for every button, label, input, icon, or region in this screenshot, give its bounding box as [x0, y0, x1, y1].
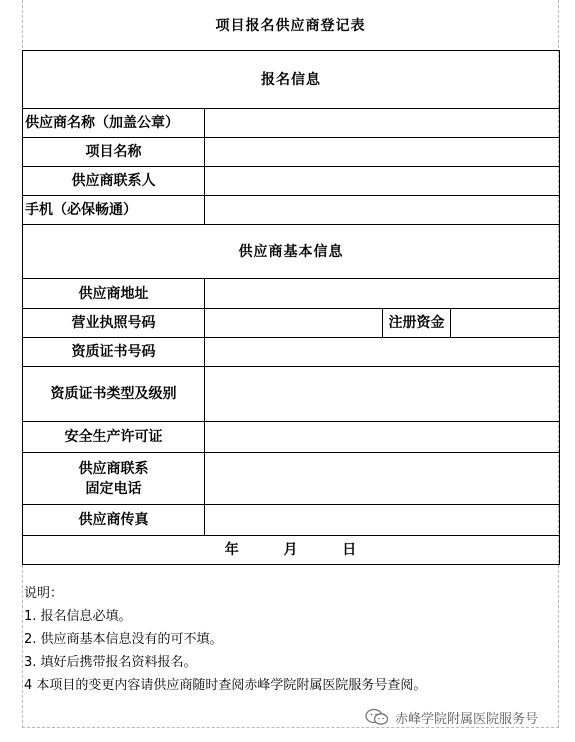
section-row — [23, 51, 560, 109]
table-row — [23, 367, 560, 422]
notes-item: 3. 填好后携带报名资料报名。 — [24, 655, 197, 670]
notes-section — [24, 582, 554, 697]
section-title-registration: 报名信息 — [23, 51, 560, 109]
fax-label: 供应商传真 — [23, 505, 205, 536]
mobile-field[interactable] — [205, 196, 560, 225]
section-title-basic-info: 供应商基本信息 — [23, 225, 560, 279]
table-row — [23, 505, 560, 536]
landline-field[interactable] — [205, 453, 560, 505]
landline-label — [23, 453, 205, 505]
fax-field[interactable] — [205, 505, 560, 536]
form-title: 项目报名供应商登记表 — [215, 18, 366, 34]
contact-person-field[interactable] — [205, 167, 560, 196]
watermark — [365, 704, 557, 730]
safety-permit-label: 安全生产许可证 — [23, 422, 205, 453]
qualification-cert-type-field[interactable] — [205, 367, 560, 422]
registered-capital-field[interactable] — [451, 309, 560, 338]
registration-form-table — [22, 50, 560, 565]
mobile-label: 手机（必保畅通） — [23, 196, 205, 225]
table-row — [23, 138, 560, 167]
table-row — [23, 536, 560, 565]
date-day-label: 日 — [342, 542, 358, 558]
table-row — [23, 453, 560, 505]
table-row — [23, 196, 560, 225]
notes-heading: 说明： — [24, 586, 64, 601]
safety-permit-field[interactable] — [205, 422, 560, 453]
date-month-label: 月 — [283, 542, 299, 558]
qualification-cert-type-label: 资质证书类型及级别 — [23, 367, 205, 422]
notes-item: 1. 报名信息必填。 — [24, 609, 132, 624]
landline-label-line2: 固定电话 — [85, 480, 142, 497]
table-row — [23, 422, 560, 453]
contact-person-label: 供应商联系人 — [23, 167, 205, 196]
qualification-cert-number-field[interactable] — [205, 338, 560, 367]
landline-label-line1: 供应商联系 — [78, 460, 149, 477]
notes-item: 4 本项目的变更内容请供应商随时查阅赤峰学院附属医院服务号查阅。 — [24, 678, 427, 693]
notes-item: 2. 供应商基本信息没有的可不填。 — [24, 632, 223, 647]
supplier-name-field[interactable] — [205, 109, 560, 138]
section-row — [23, 225, 560, 279]
watermark-text: 赤峰学院附属医院服务号 — [395, 711, 539, 727]
qualification-cert-number-label: 资质证书号码 — [23, 338, 205, 367]
registered-capital-label: 注册资金 — [383, 309, 451, 338]
address-field[interactable] — [205, 279, 560, 309]
table-row — [23, 279, 560, 309]
project-name-label: 项目名称 — [23, 138, 205, 167]
wechat-icon — [365, 708, 389, 726]
table-row — [23, 167, 560, 196]
license-number-label: 营业执照号码 — [23, 309, 205, 338]
date-year-label: 年 — [224, 542, 240, 558]
license-number-field[interactable] — [205, 309, 383, 338]
project-name-field[interactable] — [205, 138, 560, 167]
supplier-name-label: 供应商名称（加盖公章） — [23, 109, 205, 138]
address-label: 供应商地址 — [23, 279, 205, 309]
table-row — [23, 309, 560, 338]
table-row — [23, 109, 560, 138]
date-row — [23, 536, 560, 565]
table-row — [23, 338, 560, 367]
